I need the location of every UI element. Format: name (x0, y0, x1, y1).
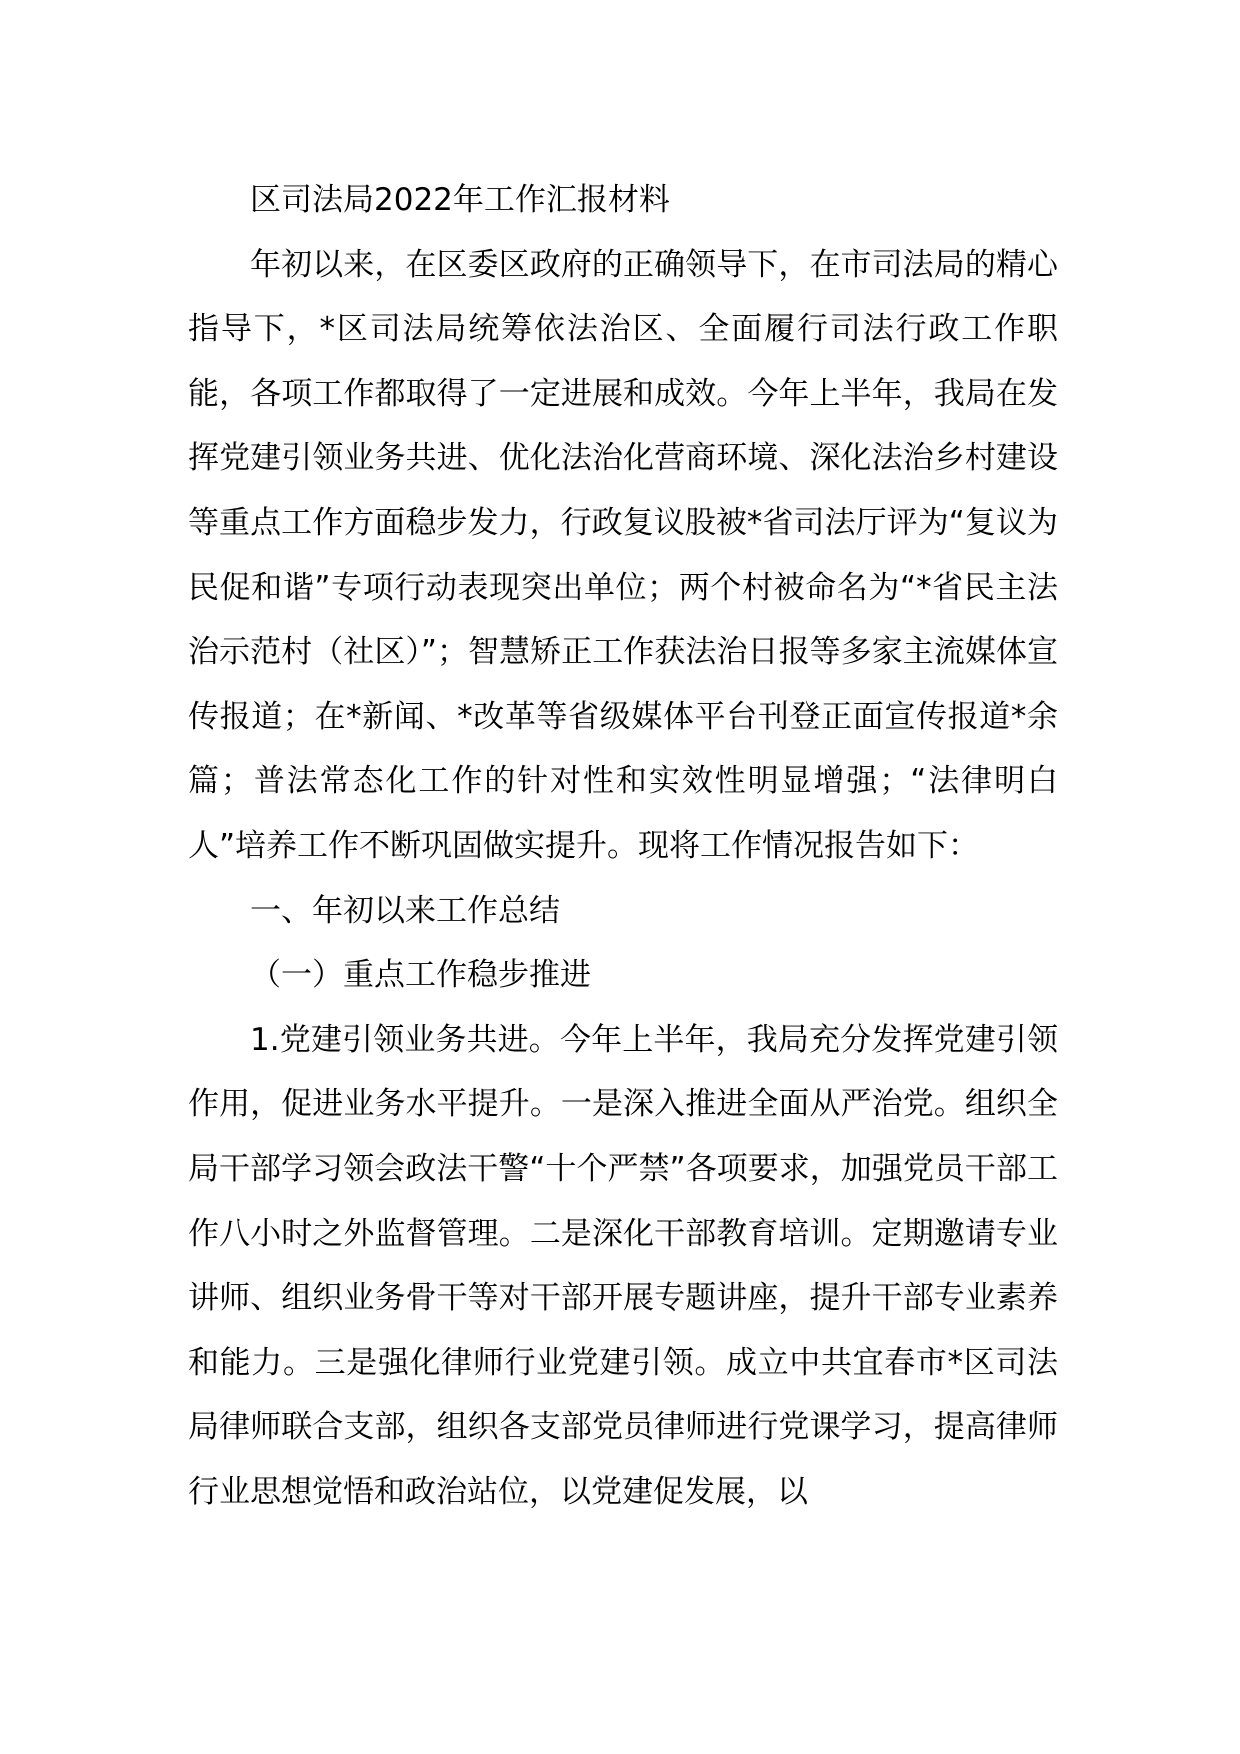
document-title: 区司法局2022年工作汇报材料 (250, 182, 670, 218)
intro-paragraph: 年初以来，在区委区政府的正确领导下，在市司法局的精心指导下，*区司法局统筹依法治区、全面履行司法行政工作职能，各项工作都取得了一定进展和成效。今年上半年，我局在发挥党建引领业务共进、优化法治化营商环境、深化法治乡村建设等重点工作方面稳步发力，行政复议股被*省司法厅评为“复议为民促和谐”专项行动表现突出单位；两个村被命名为“*省民主法治示范村（社区）”；智慧矫正工作获法治日报等多家主流媒体宣传报道；在*新闻、*改革等省级媒体平台刊登正面宣传报道*余篇；普法常态化工作的针对性和实效性明显增强；“法律明白人”培养工作不断巩固做实提升。现将工作情况报告如下： (188, 246, 1058, 864)
body-paragraph-1: 1.党建引领业务共进。今年上半年，我局充分发挥党建引领作用，促进业务水平提升。一是深入推进全面从严治党。组织全局干部学习领会政法干警“十个严禁”各项要求，加强党员干部工作八小时之外监督管理。二是深化干部教育培训。定期邀请专业讲师、组织业务骨干等对干部开展专题讲座，提升干部专业素养和能力。三是强化律师行业党建引领。成立中共宜春市*区司法局律师联合支部，组织各支部党员律师进行党课学习，提高律师行业思想觉悟和政治站位，以党建促发展，以 (188, 1021, 1058, 1510)
document-body (188, 168, 1058, 1524)
subsection-heading-1: （一）重点工作稳步推进 (250, 957, 591, 994)
section-heading-1: 一、年初以来工作总结 (250, 892, 560, 929)
